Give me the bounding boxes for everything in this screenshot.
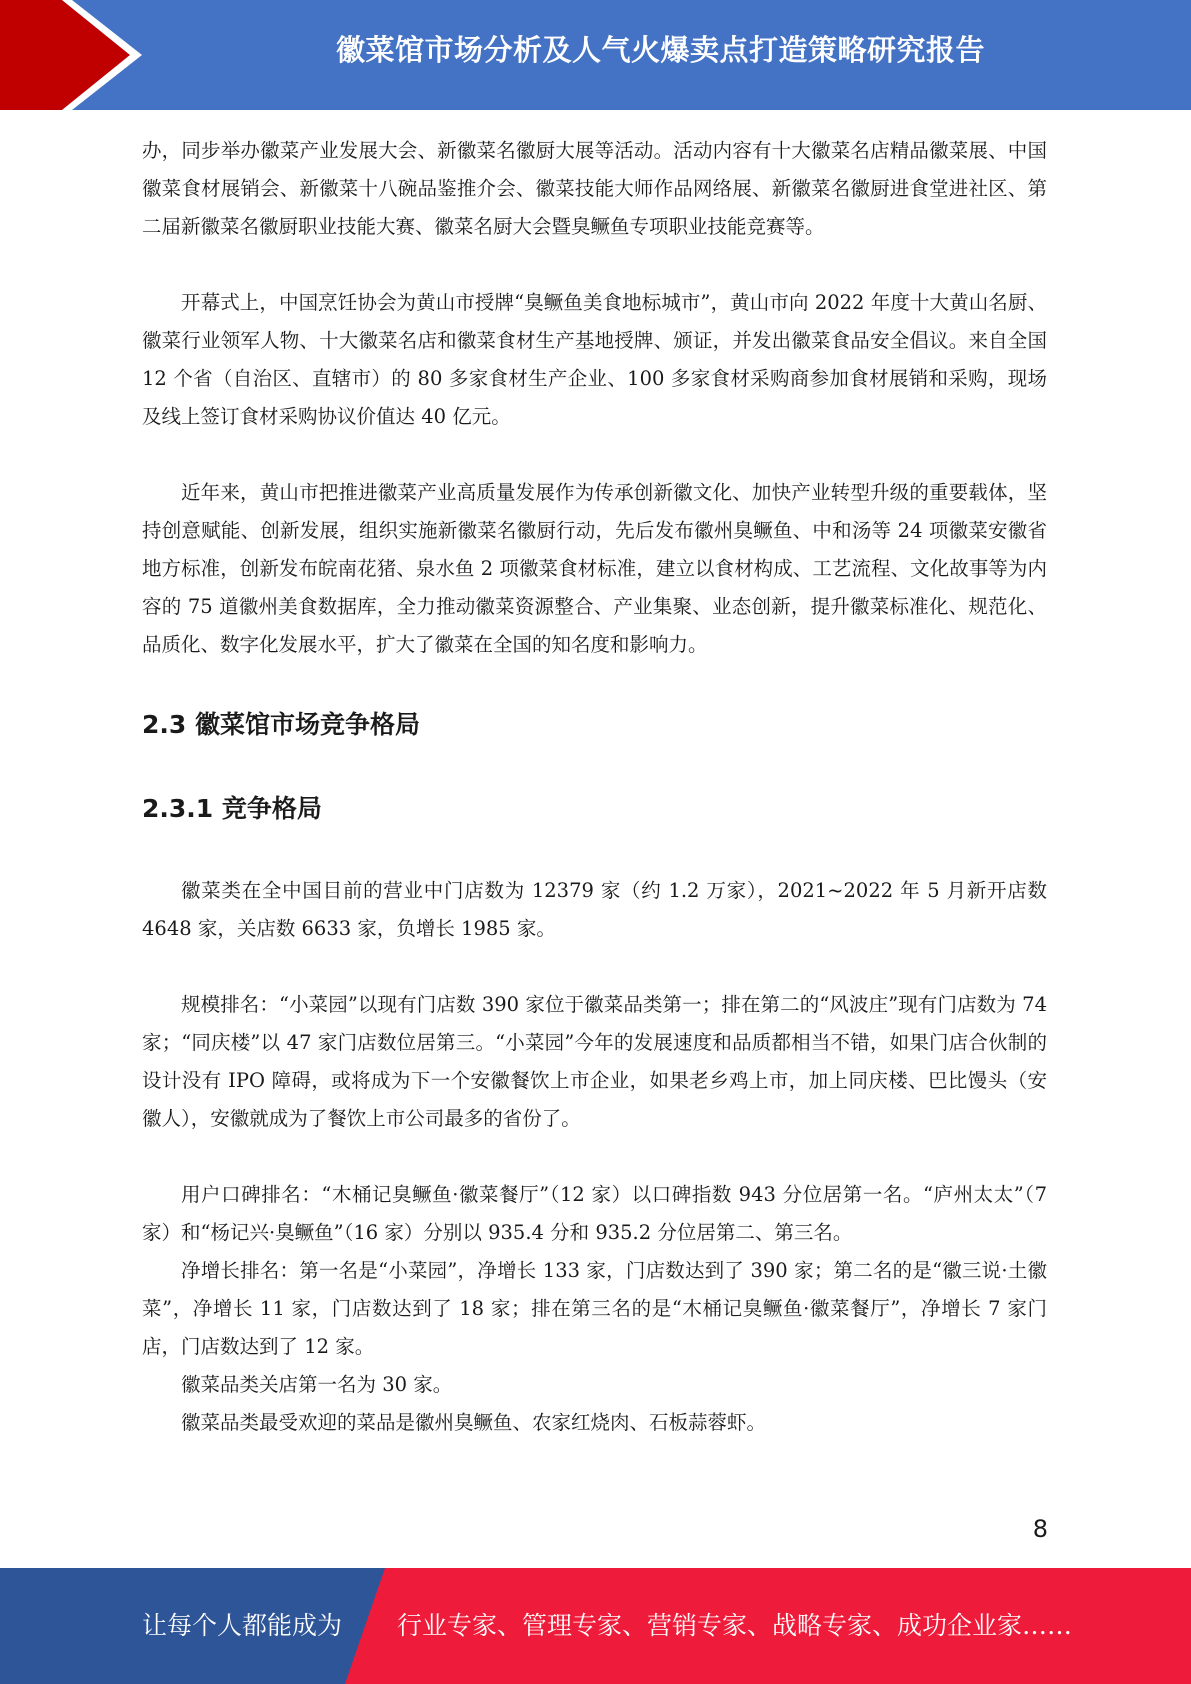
paragraph-reputation-ranking: 用户口碑排名：“木桶记臭鳜鱼·徽菜餐厅”（12 家）以口碑指数 943 分位居第一名。“庐州太太”（7 家）和“杨记兴·臭鳜鱼”（16 家）分别以 935.4 分和 935.2 分位居第二、第三名。 <box>142 1183 1047 1244</box>
paragraph-popular-dishes: 徽菜品类最受欢迎的菜品是徽州臭鳜鱼、农家红烧肉、石板蒜蓉虾。 <box>181 1411 767 1434</box>
footer-slogan-left: 让每个人都能成为 <box>142 1611 343 1640</box>
paragraph-continued: 办，同步举办徽菜产业发展大会、新徽菜名徽厨大展等活动。活动内容有十大徽菜名店精品徽菜展、中国徽菜食材展销会、新徽菜十八碗品鉴推介会、徽菜技能大师作品网络展、新徽菜名徽厨进食堂进社区、第二届新徽菜名徽厨职业技能大赛、徽菜名厨大会暨臭鳜鱼专项职业技能竞赛等。 <box>142 139 1047 238</box>
paragraph-closures: 徽菜品类关店第一名为 30 家。 <box>181 1373 453 1396</box>
page-footer <box>0 1568 1191 1684</box>
section-heading: 2.3 徽菜馆市场竞争格局 <box>142 710 420 739</box>
paragraph-opening-ceremony: 开幕式上，中国烹饪协会为黄山市授牌“臭鳜鱼美食地标城市”，黄山市向 2022 年度十大黄山名厨、徽菜行业领军人物、十大徽菜名店和徽菜食材生产基地授牌、颁证，并发出徽菜食品安全倡议。来自全国 12 个省（自治区、直辖市）的 80 多家食材生产企业、100 多家食材采购商参加食材展销和采购，现场及线上签订食材采购协议价值达 40 亿元。 <box>142 291 1047 428</box>
footer-slogan-right: 行业专家、管理专家、营销专家、战略专家、成功企业家…… <box>397 1611 1073 1640</box>
page-content <box>142 132 1047 1442</box>
page-number: 8 <box>1032 1515 1048 1543</box>
subsection-heading: 2.3.1 竞争格局 <box>142 794 322 823</box>
paragraph-growth-ranking: 净增长排名：第一名是“小菜园”，净增长 133 家，门店数达到了 390 家；第二名的是“徽三说·土徽菜”，净增长 11 家，门店数达到了 18 家；排在第三名的是“木桶记臭鳜鱼·徽菜餐厅”，净增长 7 家门店，门店数达到了 12 家。 <box>142 1259 1047 1358</box>
page-header <box>0 0 1191 110</box>
header-title: 徽菜馆市场分析及人气火爆卖点打造策略研究报告 <box>335 33 985 67</box>
paragraph-store-count: 徽菜类在全中国目前的营业中门店数为 12379 家（约 1.2 万家），2021~2022 年 5 月新开店数 4648 家，关店数 6633 家，负增长 1985 家。 <box>142 879 1047 940</box>
paragraph-huangshan-development: 近年来，黄山市把推进徽菜产业高质量发展作为传承创新徽文化、加快产业转型升级的重要载体，坚持创意赋能、创新发展，组织实施新徽菜名徽厨行动，先后发布徽州臭鳜鱼、中和汤等 24 项徽菜安徽省地方标准，创新发布皖南花猪、泉水鱼 2 项徽菜食材标准，建立以食材构成、工艺流程、文化故事等为内容的 75 道徽州美食数据库，全力推动徽菜资源整合、产业集聚、业态创新，提升徽菜标准化、规范化、品质化、数字化发展水平，扩大了徽菜在全国的知名度和影响力。 <box>142 481 1047 656</box>
paragraph-scale-ranking: 规模排名：“小菜园”以现有门店数 390 家位于徽菜品类第一；排在第二的“风波庄”现有门店数为 74 家；“同庆楼”以 47 家门店数位居第三。“小菜园”今年的发展速度和品质都相当不错，如果门店合伙制的设计没有 IPO 障碍，或将成为下一个安徽餐饮上市企业，如果老乡鸡上市，加上同庆楼、巴比馒头（安徽人），安徽就成为了餐饮上市公司最多的省份了。 <box>142 993 1047 1130</box>
